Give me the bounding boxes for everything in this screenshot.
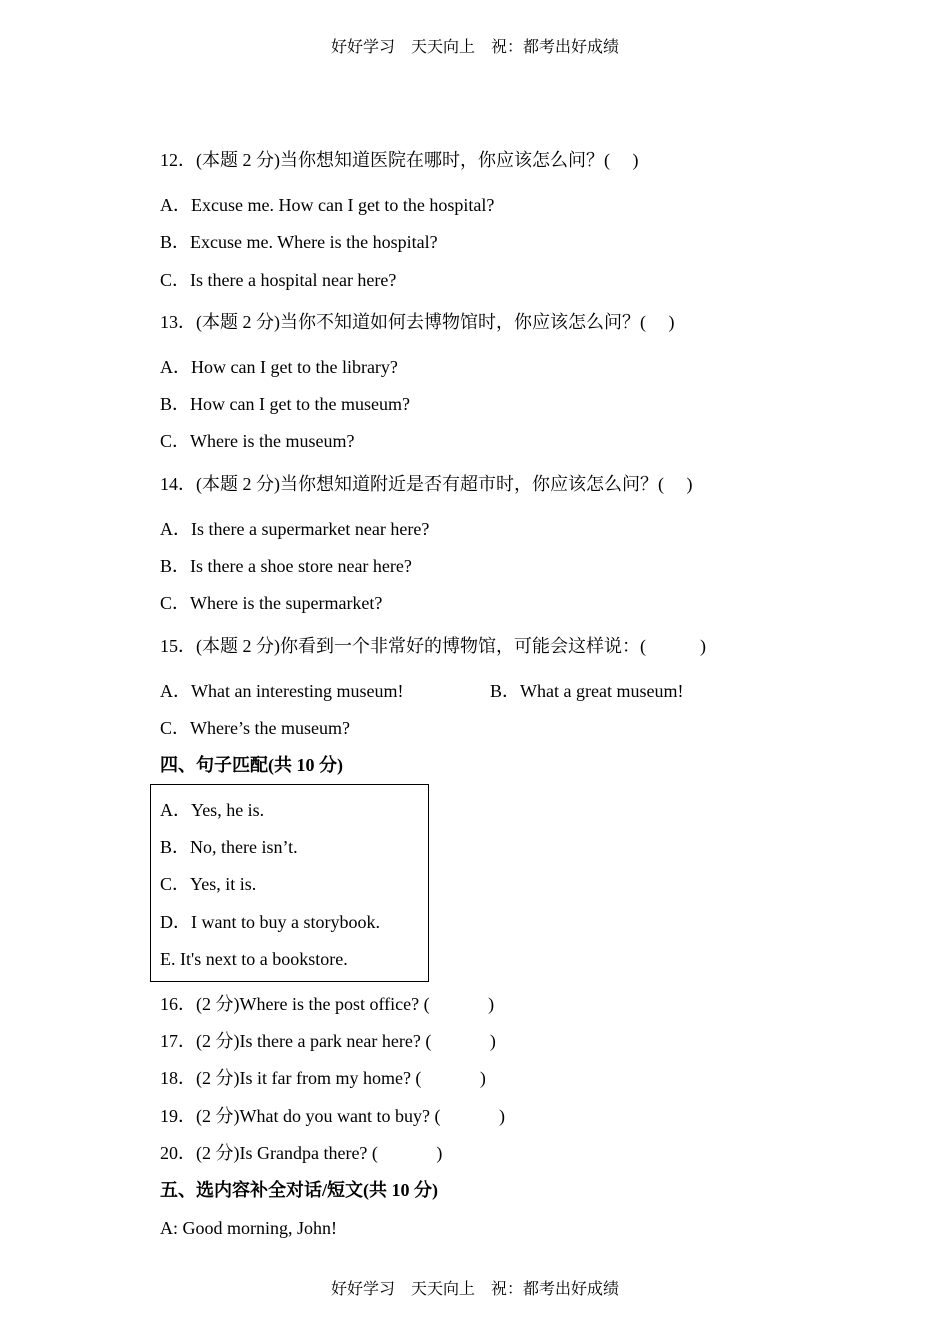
section-4-title: 四、句子匹配(共 10 分)	[160, 755, 343, 775]
match-option-b: B．No, there isn’t.	[160, 837, 298, 857]
question-13-option-b: B．How can I get to the museum?	[160, 394, 410, 414]
question-16: 16．(2 分)Where is the post office? ( )	[160, 994, 495, 1014]
question-14-option-b: B．Is there a shoe store near here?	[160, 556, 412, 576]
question-17: 17．(2 分)Is there a park near here? ( )	[160, 1031, 496, 1051]
question-18: 18．(2 分)Is it far from my home? ( )	[160, 1068, 486, 1088]
question-20: 20．(2 分)Is Grandpa there? ( )	[160, 1143, 443, 1163]
question-13-stem: 13．(本题 2 分)当你不知道如何去博物馆时，你应该怎么问？( )	[160, 312, 675, 332]
question-15-option-c: C．Where’s the museum?	[160, 718, 350, 738]
match-option-a: A．Yes, he is.	[160, 800, 265, 820]
question-13-option-a: A．How can I get to the library?	[160, 357, 398, 377]
page-footer: 好好学习 天天向上 祝：都考出好成绩	[330, 1281, 619, 1298]
question-12-option-c: C．Is there a hospital near here?	[160, 270, 397, 290]
question-12-option-a: A．Excuse me. How can I get to the hospital?	[160, 195, 495, 215]
question-15-option-b: B．What a great museum!	[490, 681, 684, 701]
match-option-e: E. It's next to a bookstore.	[160, 949, 348, 969]
question-14-stem: 14．(本题 2 分)当你想知道附近是否有超市时，你应该怎么问？( )	[160, 474, 693, 494]
section-5-title: 五、选内容补全对话/短文(共 10 分)	[160, 1180, 438, 1200]
question-14-option-a: A．Is there a supermarket near here?	[160, 519, 430, 539]
question-15-option-a: A．What an interesting museum!	[160, 681, 404, 701]
dialogue-line-1: A: Good morning, John!	[160, 1218, 337, 1238]
question-12-stem: 12．(本题 2 分)当你想知道医院在哪时，你应该怎么问？( )	[160, 150, 639, 170]
question-12-option-b: B．Excuse me. Where is the hospital?	[160, 232, 438, 252]
page-header: 好好学习 天天向上 祝：都考出好成绩	[330, 39, 619, 56]
question-19: 19．(2 分)What do you want to buy? ( )	[160, 1106, 505, 1126]
match-option-d: D．I want to buy a storybook.	[160, 912, 380, 932]
match-option-c: C．Yes, it is.	[160, 874, 257, 894]
question-14-option-c: C．Where is the supermarket?	[160, 593, 383, 613]
question-13-option-c: C．Where is the museum?	[160, 431, 355, 451]
question-15-stem: 15．(本题 2 分)你看到一个非常好的博物馆，可能会这样说：( )	[160, 636, 706, 656]
